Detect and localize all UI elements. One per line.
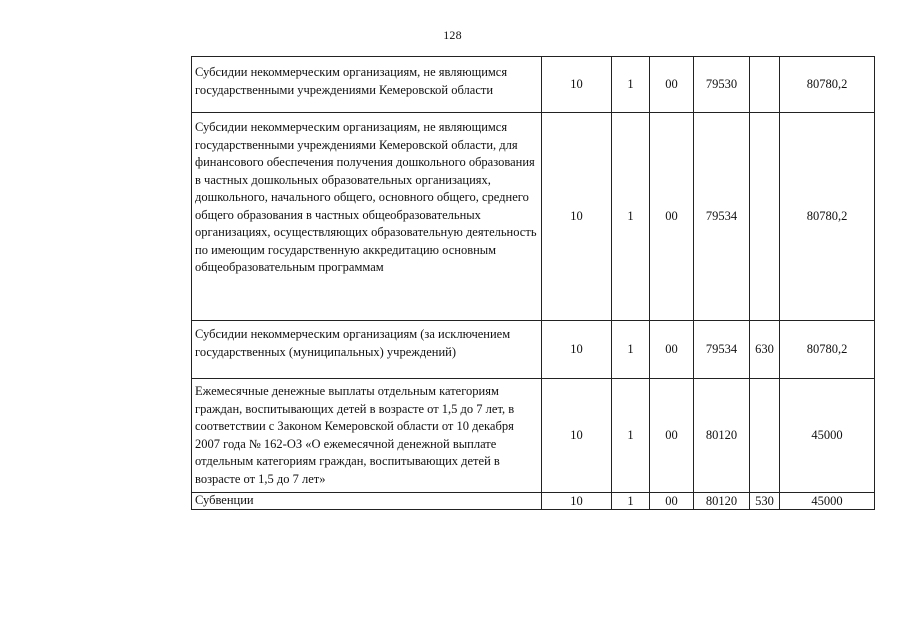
subsection-code: 1 — [612, 113, 650, 321]
table-row — [192, 493, 875, 510]
target-code: 80120 — [694, 493, 750, 510]
section-code: 10 — [542, 321, 612, 379]
amount: 80780,2 — [780, 113, 875, 321]
subsection-code: 1 — [612, 379, 650, 493]
program-code: 00 — [650, 379, 694, 493]
section-code: 10 — [542, 493, 612, 510]
amount: 45000 — [780, 493, 875, 510]
subsection-code: 1 — [612, 493, 650, 510]
row-description: Ежемесячные денежные выплаты отдельным категориям граждан, воспитывающих детей в возрасте от 1,5 до 7 лет, в соответствии с Законом Кемеровской области от 10 декабря 2007 года № 162-ОЗ «О ежемесячной денежной выплате отдельным категориям граждан, воспитывающих детей в возрасте от 1,5 до 7 лет» — [192, 379, 542, 493]
table-row — [192, 321, 875, 379]
target-code: 79534 — [694, 321, 750, 379]
target-code: 80120 — [694, 379, 750, 493]
expense-type-code — [750, 57, 780, 113]
target-code: 79534 — [694, 113, 750, 321]
page-number: 128 — [443, 28, 462, 42]
target-code: 79530 — [694, 57, 750, 113]
amount: 45000 — [780, 379, 875, 493]
table-row — [192, 57, 875, 113]
expense-type-code — [750, 379, 780, 493]
table-row — [192, 113, 875, 321]
row-description: Субсидии некоммерческим организациям, не являющимся государственными учреждениями Кемеровской области, для финансового обеспечения получения дошкольного образования в частных дошкольных образовательных организациях, дошкольного, начального общего, основного общего, среднего общего образования в частных общеобразовательных организациях, осуществляющих образовательную деятельность по имеющим государственную аккредитацию основным общеобразовательным программам — [192, 113, 542, 321]
program-code: 00 — [650, 113, 694, 321]
section-code: 10 — [542, 113, 612, 321]
expense-type-code: 530 — [750, 493, 780, 510]
budget-table — [191, 56, 875, 510]
section-code: 10 — [542, 379, 612, 493]
row-description: Субсидии некоммерческим организациям (за исключением государственных (муниципальных) учреждений) — [192, 321, 542, 379]
expense-type-code — [750, 113, 780, 321]
subsection-code: 1 — [612, 321, 650, 379]
expense-type-code: 630 — [750, 321, 780, 379]
section-code: 10 — [542, 57, 612, 113]
program-code: 00 — [650, 493, 694, 510]
table-row — [192, 379, 875, 493]
program-code: 00 — [650, 57, 694, 113]
row-description: Субвенции — [192, 493, 542, 510]
row-description: Субсидии некоммерческим организациям, не являющимся государственными учреждениями Кемеровской области — [192, 57, 542, 113]
program-code: 00 — [650, 321, 694, 379]
amount: 80780,2 — [780, 57, 875, 113]
amount: 80780,2 — [780, 321, 875, 379]
subsection-code: 1 — [612, 57, 650, 113]
